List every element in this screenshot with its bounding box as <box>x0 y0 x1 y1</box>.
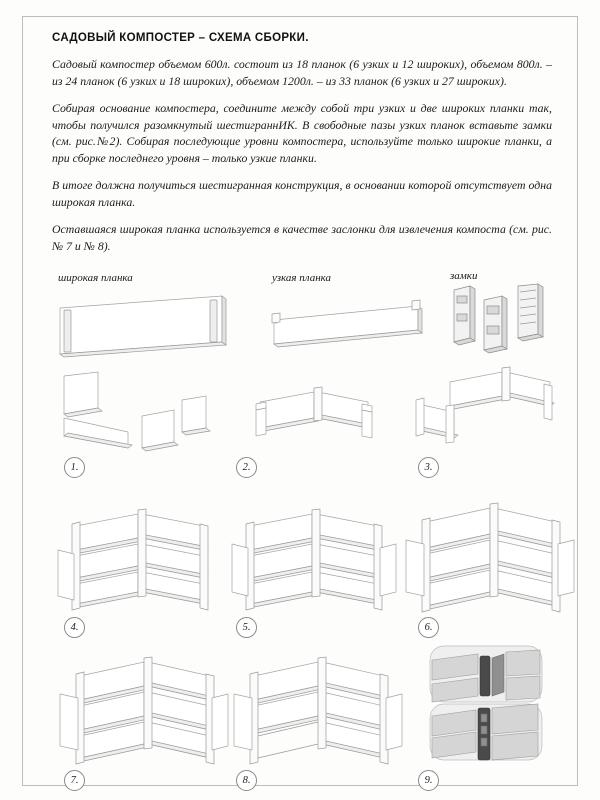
step-1-figure <box>54 370 214 456</box>
step-8-figure <box>230 652 405 772</box>
step-6-number: 6. <box>418 617 439 638</box>
step-8-number: 8. <box>236 770 257 791</box>
step-1-number: 1. <box>64 457 85 478</box>
assembly-diagrams <box>40 270 564 786</box>
text-block <box>52 32 552 265</box>
step-2-number: 2. <box>236 457 257 478</box>
step-7-number: 7. <box>64 770 85 791</box>
page-title: САДОВЫЙ КОМПОСТЕР – СХЕМА СБОРКИ. <box>52 32 309 44</box>
wide-plank-figure <box>54 290 234 360</box>
step-2-figure <box>230 368 390 458</box>
step-6-figure <box>402 496 577 614</box>
locks-figure <box>448 282 548 362</box>
paragraph-3: В итоге должна получиться шестигранная конструкция, в основании которой отсутствует одна широкая планка. <box>52 178 552 209</box>
paragraph-1: Садовый компостер объемом 600л. состоит из 18 планок (6 узких и 12 широких), объемом 800л. – из 24 планок (6 узких и 18 широких), объемом 1200л. – из 33 планок (6 узких и 27 широких). <box>52 57 552 88</box>
step-5-figure <box>230 504 400 614</box>
step-9-number: 9. <box>418 770 439 791</box>
step-4-figure <box>56 504 226 614</box>
step-9-photos <box>426 644 556 764</box>
step-3-number: 3. <box>418 457 439 478</box>
legend-locks-label: замки <box>450 270 478 282</box>
legend-narrow-plank-label: узкая планка <box>272 272 332 284</box>
narrow-plank-figure <box>268 294 428 354</box>
step-3-figure <box>410 360 570 460</box>
step-4-number: 4. <box>64 617 85 638</box>
step-7-figure <box>56 652 231 772</box>
paragraph-2: Собирая основание компостера, соедините между собой три узких и две широких планки так, чтобы получился разомкнутый шестиграннИК. В свободные пазы узких планок вставьте замки (см. рис.№2). Собирая последующие уровни компостера, используйте только широкие планки, а при сборке последнего уровня – только узкие планки. <box>52 101 552 165</box>
step-5-number: 5. <box>236 617 257 638</box>
paragraph-4: Оставшаяся широкая планка используется в качестве заслонки для извлечения компоста (см. рис. № 7 и № 8). <box>52 222 552 253</box>
legend-wide-plank-label: широкая планка <box>58 272 133 284</box>
